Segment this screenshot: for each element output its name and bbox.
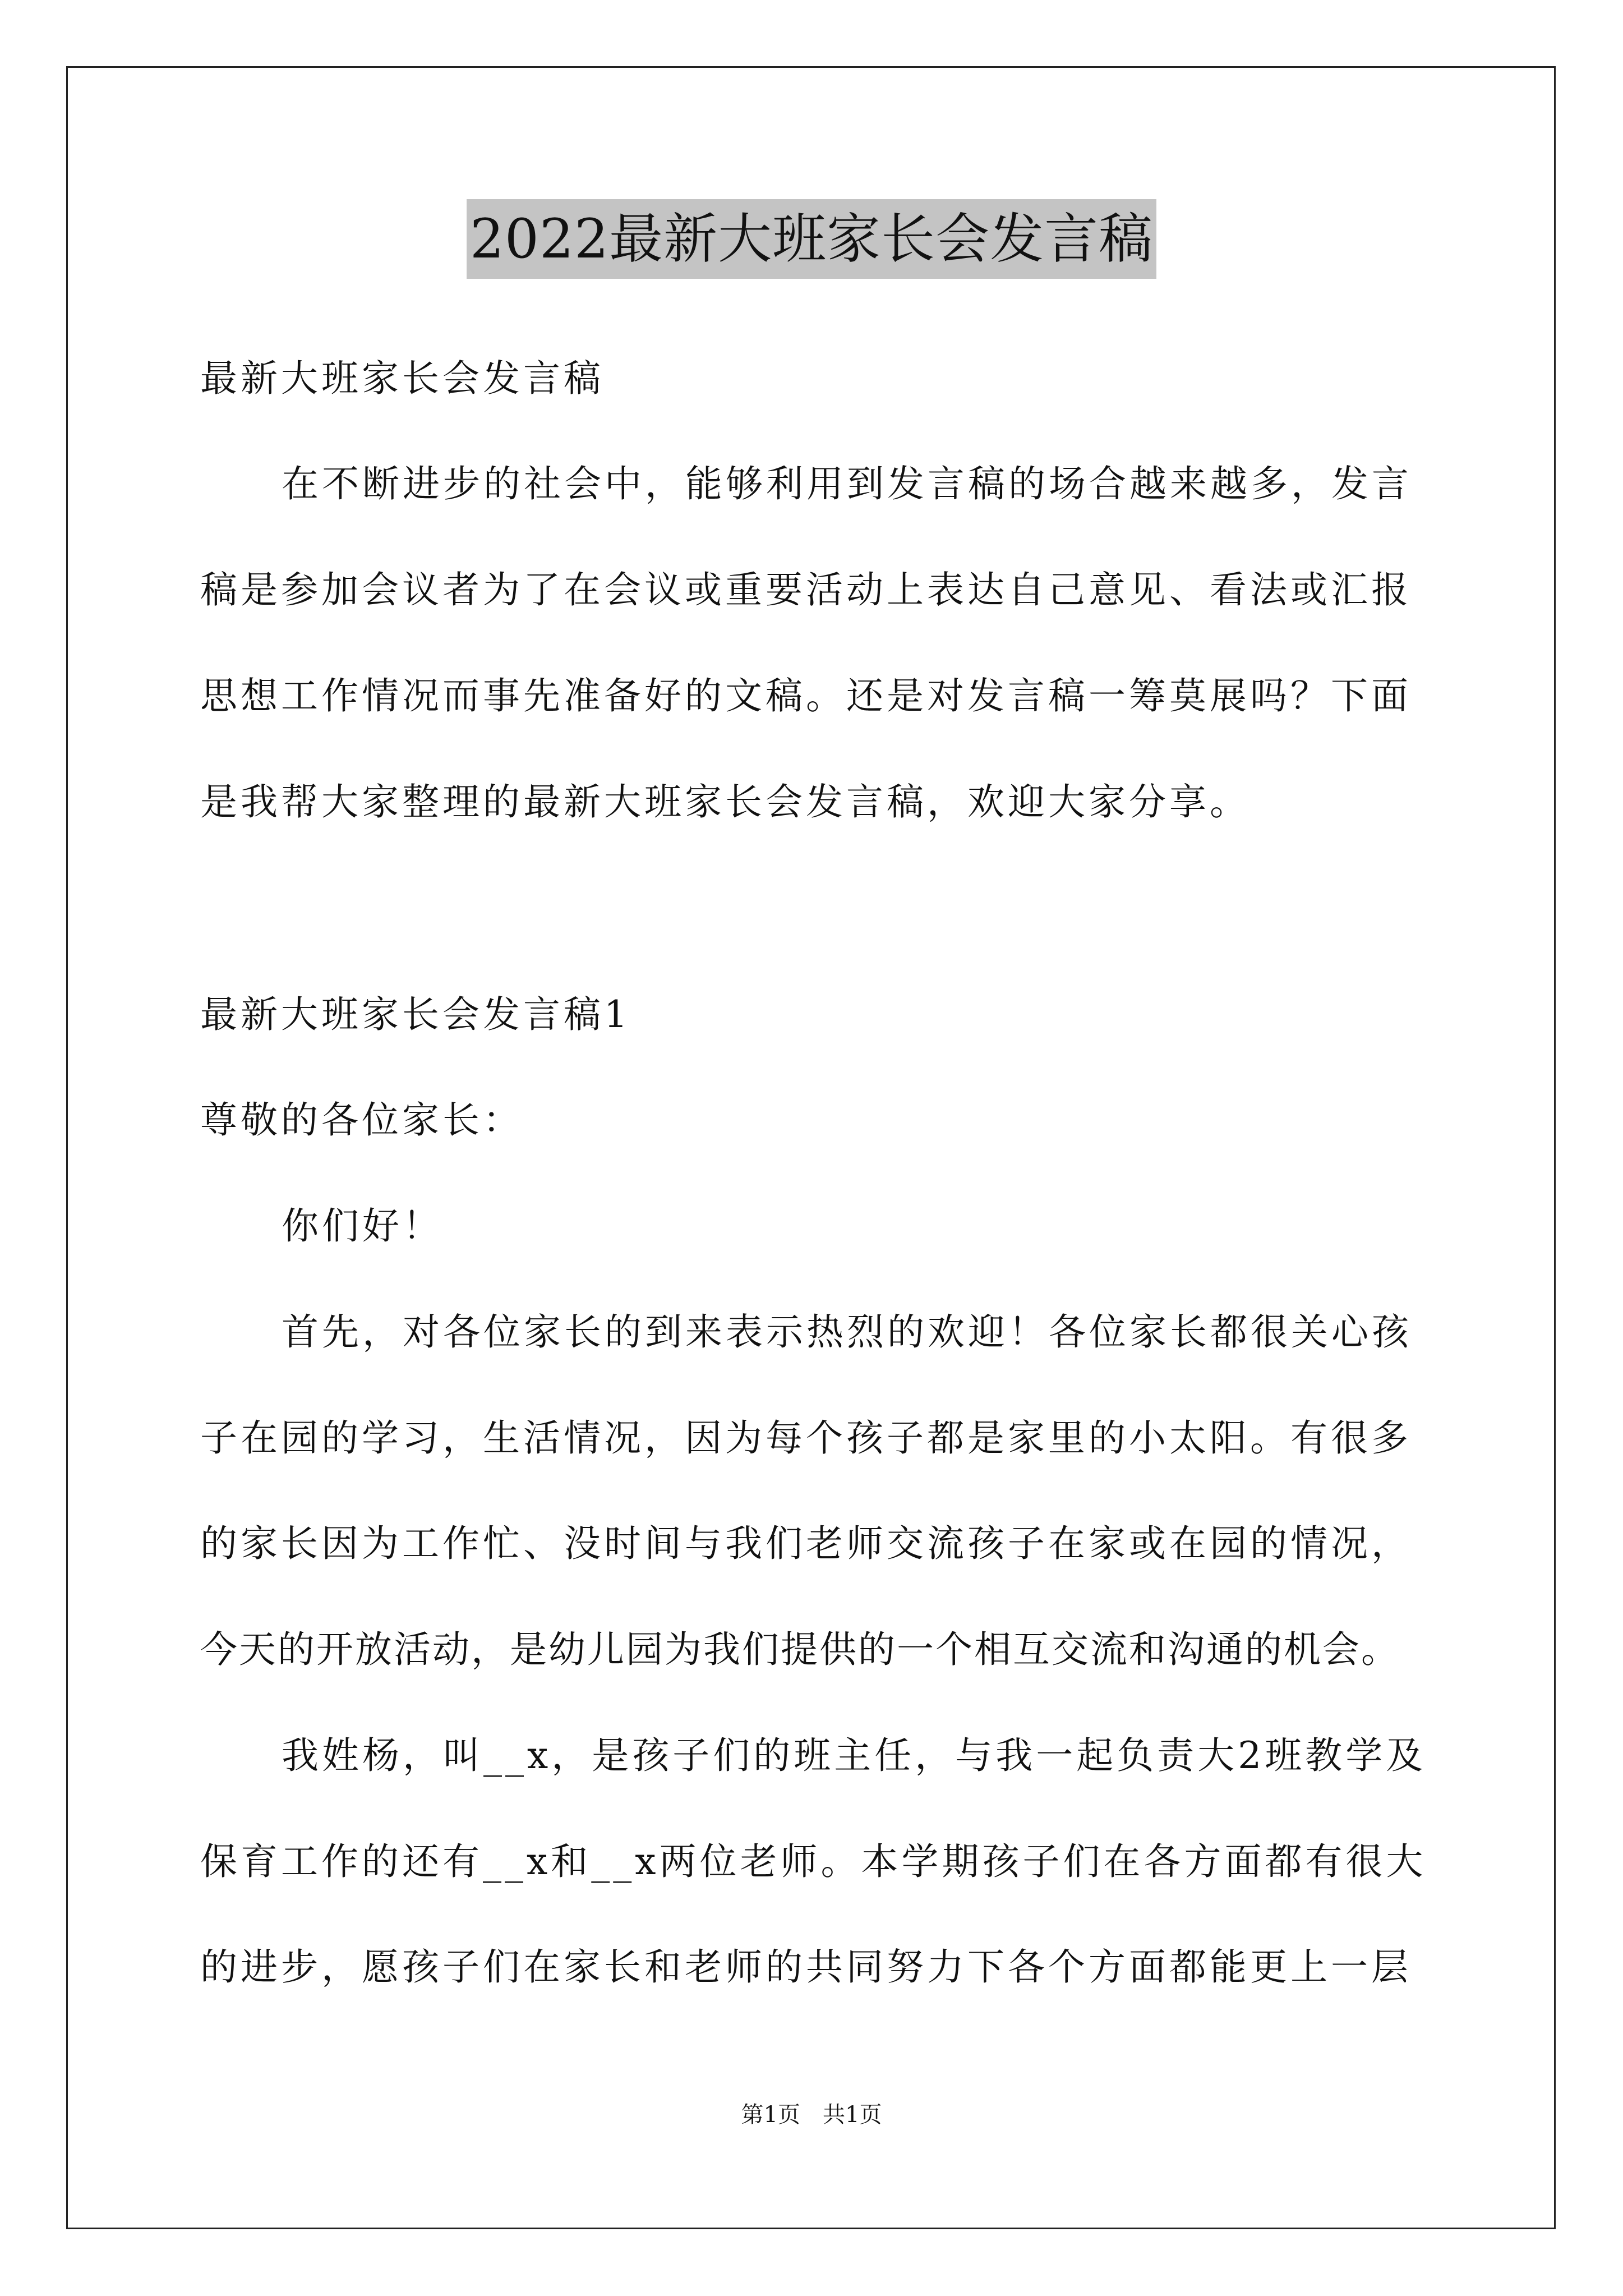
paragraph-line: 思想工作情况而事先准备好的文稿。还是对发言稿一筹莫展吗？下面 — [200, 674, 1412, 717]
paragraph-line: 稿是参加会议者为了在会议或重要活动上表达自己意见、看法或汇报 — [200, 568, 1412, 611]
paragraph-line: 是我帮大家整理的最新大班家长会发言稿，欢迎大家分享。 — [200, 780, 1250, 823]
paragraph-line: 今天的开放活动，是幼儿园为我们提供的一个相互交流和沟通的机会。 — [200, 1628, 1400, 1671]
paragraph-line: 的家长因为工作忙、没时间与我们老师交流孩子在家或在园的情况， — [200, 1522, 1412, 1565]
salutation-line: 尊敬的各位家长： — [200, 1098, 523, 1142]
paragraph-line: 子在园的学习，生活情况，因为每个孩子都是家里的小太阳。有很多 — [200, 1416, 1412, 1460]
document-title: 2022最新大班家长会发言稿 — [467, 199, 1156, 279]
paragraph-line: 首先，对各位家长的到来表示热烈的欢迎！各位家长都很关心孩 — [282, 1310, 1412, 1354]
paragraph-line: 在不断进步的社会中，能够利用到发言稿的场合越来越多，发言 — [282, 462, 1412, 505]
paragraph-line: 保育工作的还有__x和__x两位老师。本学期孩子们在各方面都有很大 — [200, 1840, 1427, 1883]
section-heading: 最新大班家长会发言稿1 — [200, 993, 631, 1036]
page-footer: 第1页 共1页 — [741, 2102, 882, 2128]
paragraph-line: 我姓杨，叫__x，是孩子们的班主任，与我一起负责大2班教学及 — [282, 1734, 1427, 1777]
subtitle-line: 最新大班家长会发言稿 — [200, 357, 604, 400]
greeting-line: 你们好！ — [282, 1204, 443, 1248]
title-container — [0, 199, 1623, 279]
paragraph-line: 的进步，愿孩子们在家长和老师的共同努力下各个方面都能更上一层 — [200, 1945, 1412, 1989]
